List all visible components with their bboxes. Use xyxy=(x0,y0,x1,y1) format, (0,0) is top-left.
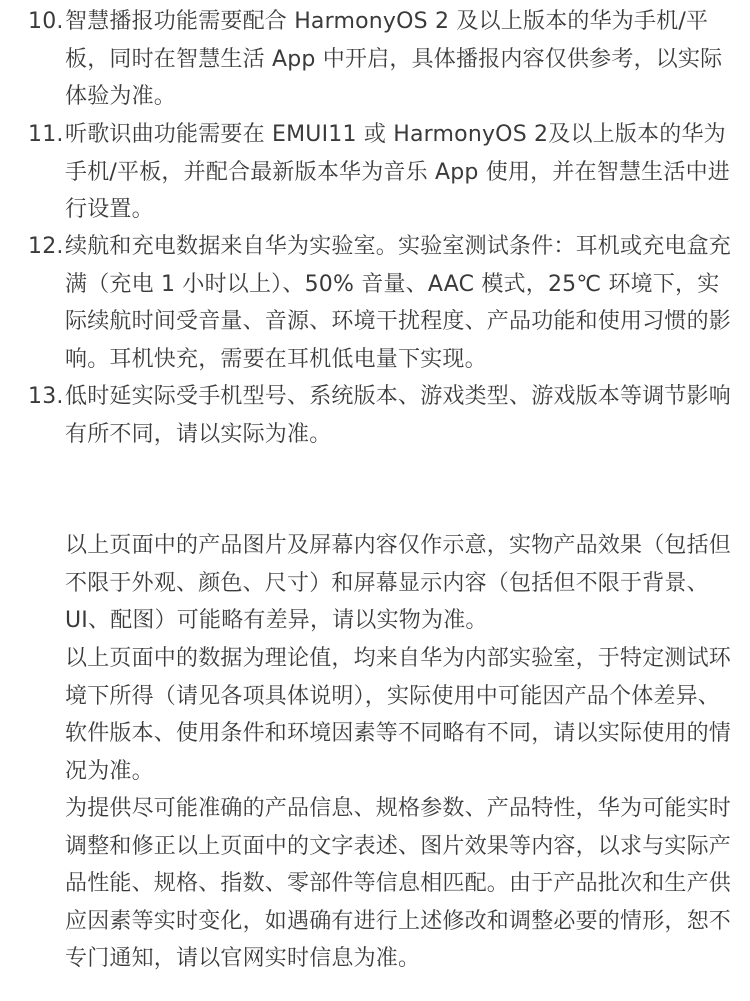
footnote-10 xyxy=(0,3,750,116)
footnote-number: 12. xyxy=(28,234,64,259)
disclaimer-images: 以上页面中的产品图片及屏幕内容仅作示意，实物产品效果（包括但不限于外观、颜色、尺寸）和屏幕显示内容（包括但不限于背景、UI、配图）可能略有差异，请以实物为准。 xyxy=(65,533,732,633)
footnote-text: 续航和充电数据来自华为实验室。实验室测试条件：耳机或充电盒充满（充电 1 小时以上）、50% 音量、AAC 模式，25℃ 环境下，实际续航时间受音量、音源、环境干扰程度、产品功能和使用习惯的影响。耳机快充，需要在耳机低电量下实现。 xyxy=(65,234,732,372)
footnote-text: 听歌识曲功能需要在 EMUI11 或 HarmonyOS 2及以上版本的华为手机/平板，并配合最新版本华为音乐 App 使用，并在智慧生活中进行设置。 xyxy=(65,122,730,222)
footnote-text: 低时延实际受手机型号、系统版本、游戏类型、游戏版本等调节影响有所不同，请以实际为准。 xyxy=(65,384,732,447)
disclaimer-updates: 为提供尽可能准确的产品信息、规格参数、产品特性，华为可能实时调整和修正以上页面中的文字表述、图片效果等内容，以求与实际产品性能、规格、指数、零部件等信息相匹配。由于产品批次和生产供应因素等实时变化，如遇确有进行上述修改和调整必要的情形，恕不专门通知，请以官网实时信息为准。 xyxy=(65,796,732,971)
footnote-number: 11. xyxy=(28,122,64,147)
disclaimer-data: 以上页面中的数据为理论值，均来自华为内部实验室，于特定测试环境下所得（请见各项具体说明），实际使用中可能因产品个体差异、软件版本、使用条件和环境因素等不同略有不同，请以实际使用的情况为准。 xyxy=(65,646,732,784)
footnote-13 xyxy=(0,378,750,453)
footnote-text: 智慧播报功能需要配合 HarmonyOS 2 及以上版本的华为手机/平板，同时在智慧生活 App 中开启，具体播报内容仅供参考，以实际体验为准。 xyxy=(65,9,723,109)
footnote-11 xyxy=(0,116,750,229)
footnote-number: 10. xyxy=(28,9,64,34)
footnote-number: 13. xyxy=(28,384,64,409)
footnote-12 xyxy=(0,228,750,378)
